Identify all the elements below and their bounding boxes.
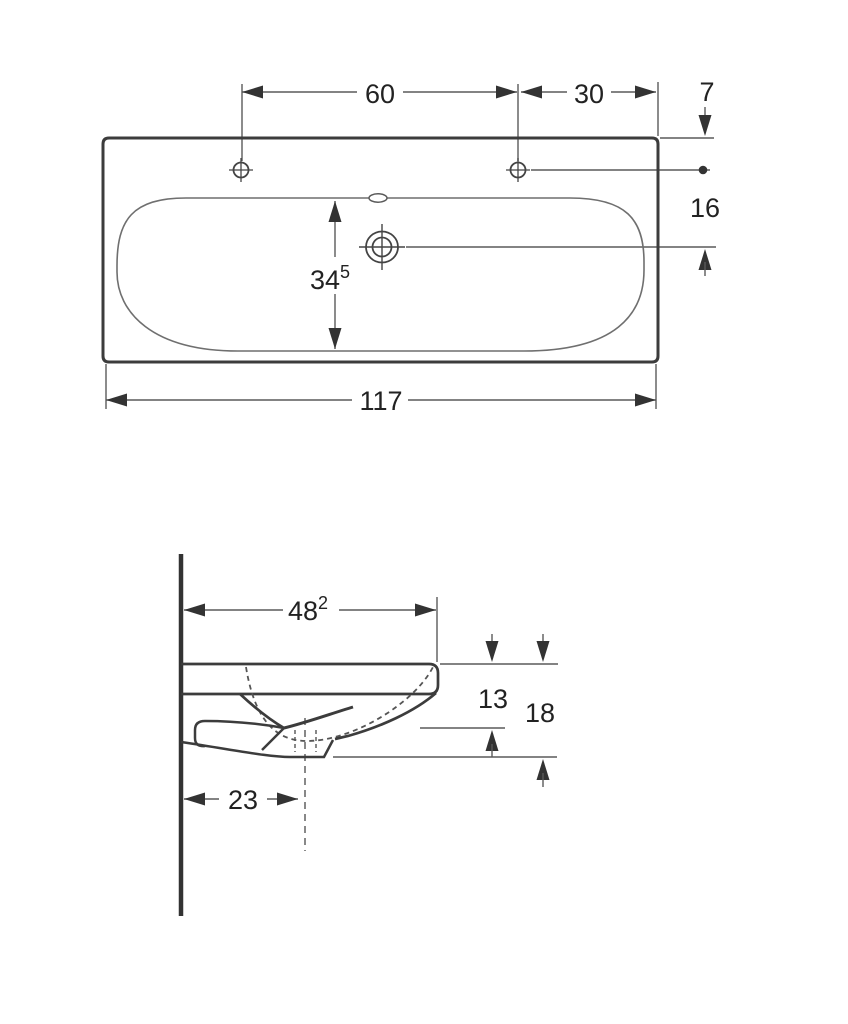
plan-extension-lines bbox=[106, 82, 716, 409]
dim-label-18: 18 bbox=[524, 698, 556, 728]
tap-hole-right bbox=[506, 158, 530, 182]
dim-18 bbox=[333, 698, 557, 787]
dim-dot-terminator bbox=[699, 166, 708, 175]
dim-label-48-2: $48^2$ bbox=[287, 593, 329, 626]
tap-hole-left bbox=[229, 158, 253, 182]
dim-label-13: 13 bbox=[477, 684, 509, 714]
dim-label-16: 16 bbox=[689, 193, 721, 223]
section-view bbox=[181, 554, 558, 916]
dim-label-34-5: $34^5$ bbox=[309, 262, 351, 295]
inner-bowl bbox=[117, 198, 644, 351]
dim-30 bbox=[521, 78, 656, 109]
overflow-hole bbox=[369, 194, 387, 202]
dim-label-60: 60 bbox=[364, 79, 396, 109]
dim-label-7: 7 bbox=[699, 77, 715, 107]
plan-view bbox=[103, 77, 720, 416]
bowl-hidden-outline bbox=[246, 667, 433, 741]
drain-trap bbox=[290, 740, 333, 757]
dim-60 bbox=[242, 78, 517, 109]
dim-label-117: 117 bbox=[359, 386, 403, 416]
dim-48-2 bbox=[184, 593, 437, 662]
drain-recess-diagonal bbox=[262, 728, 284, 750]
dim-7 bbox=[699, 77, 715, 174]
dim-117 bbox=[106, 386, 656, 416]
dim-16 bbox=[690, 193, 720, 276]
drain-outlet bbox=[359, 224, 405, 270]
dim-label-23: 23 bbox=[227, 785, 259, 815]
rim-reference-line bbox=[440, 634, 558, 664]
basin-underside bbox=[181, 742, 290, 757]
dim-label-30: 30 bbox=[573, 79, 605, 109]
dim-23 bbox=[184, 785, 298, 815]
dim-34-5 bbox=[306, 201, 356, 349]
bowl-front-cut bbox=[335, 693, 436, 739]
countertop-section bbox=[181, 664, 438, 694]
overflow-channel bbox=[284, 707, 353, 728]
